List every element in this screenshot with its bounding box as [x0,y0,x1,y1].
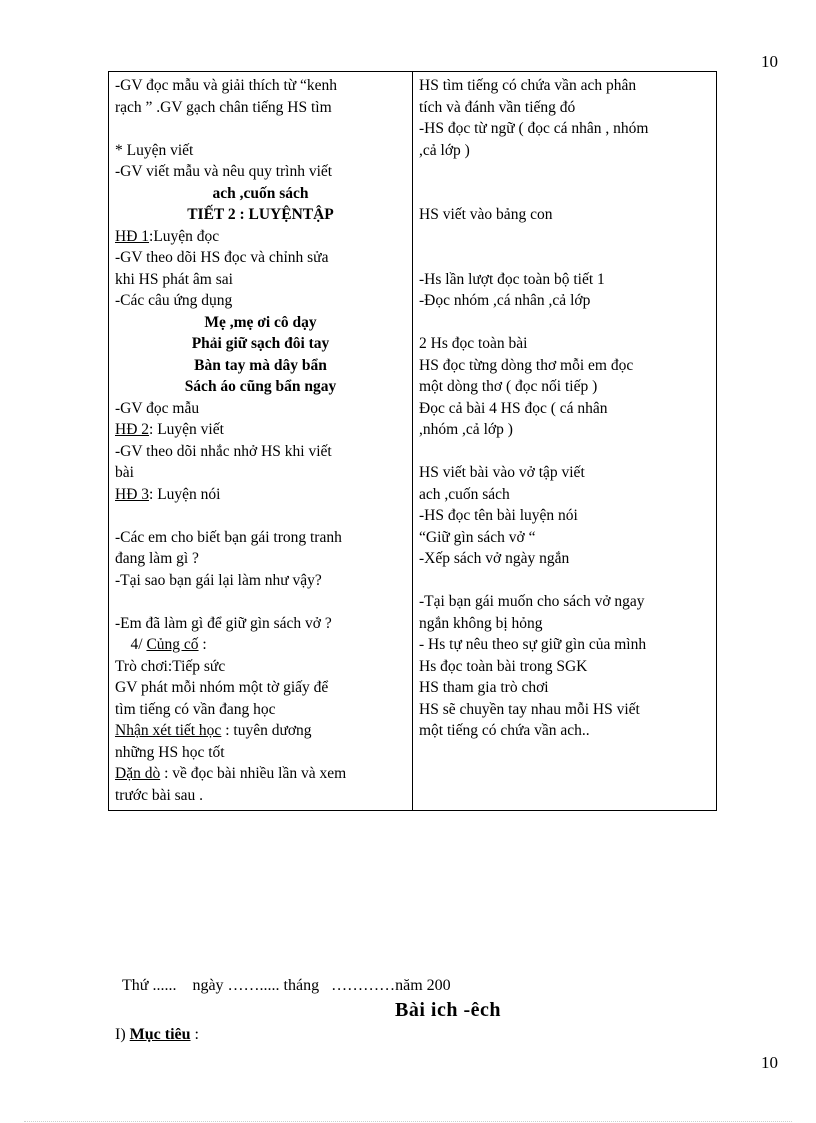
teacher-line: -GV viết mẫu và nêu quy trình viết [115,163,333,180]
teacher-line: -Em đã làm gì để giữ gìn sách vở ? [115,614,332,632]
section-text: : tuyên dương [221,722,312,739]
teacher-activities-cell [109,72,413,811]
student-line: - Hs tự nêu theo sự giữ gìn của mình [419,636,647,653]
student-line [419,226,710,248]
student-line: 2 Hs đọc toàn bài [419,335,528,352]
student-line [419,312,710,334]
teacher-line: -Các em cho biết bạn gái trong tranh [115,528,342,546]
teacher-line [115,763,406,785]
student-line: ,nhóm ,cả lớp ) [419,421,513,438]
student-line [419,247,710,269]
student-line: -Xếp sách vở ngày ngắn [419,550,570,567]
objective-suffix: : [190,1026,199,1043]
student-line: Đọc cả bài 4 HS đọc ( cá nhân [419,399,608,417]
section-label: HĐ 2 [115,421,150,438]
teacher-line: TIẾT 2 : LUYỆNTẬP [187,206,334,223]
teacher-line: ach ,cuốn sách [212,184,309,202]
student-activities-cell [413,72,717,811]
teacher-line: Phải giữ sạch đôi tay [191,335,330,352]
student-line [419,183,710,205]
teacher-line: -Các câu ứng dụng [115,292,233,309]
student-line: HS sẽ chuyền tay nhau mỗi HS viết [419,700,640,718]
student-line: Hs đọc toàn bài trong SGK [419,657,588,675]
student-line: ngắn không bị hỏng [419,614,543,632]
teacher-line: khi HS phát âm sai [115,270,233,288]
page-number-top: 10 [761,52,778,71]
student-line: HS tìm tiếng có chứa vần ach phân [419,77,637,94]
student-line: ach ,cuốn sách [419,485,510,503]
section-text: : về đọc bài nhiều lần và xem [160,765,347,782]
date-line: Thứ ...... ngày ……..... tháng …………năm 200 [122,977,451,994]
student-line: ,cả lớp ) [419,141,470,159]
teacher-line [115,591,406,613]
section-text: : Luyện nói [149,485,221,503]
student-line [419,161,710,183]
teacher-line: Trò chơi:Tiếp sức [115,657,226,675]
table-row [109,72,717,811]
teacher-line: -GV đọc mẫu và giải thích từ “kenh [115,77,338,94]
section-text: : [198,636,207,653]
line-indent: 4/ [115,636,147,653]
teacher-line: -GV đọc mẫu [115,399,200,417]
student-line: HS viết vào bảng con [419,206,553,223]
student-line: -HS đọc tên bài luyện nói [419,507,578,524]
objective-label: Mục tiêu [129,1026,191,1043]
teacher-line: GV phát mỗi nhóm một tờ giấy để [115,679,329,696]
teacher-line [115,484,406,506]
teacher-line: Mẹ ,mẹ ơi cô dạy [204,313,317,331]
student-line: tích và đánh vần tiếng đó [419,98,576,116]
student-line: -Tại bạn gái muốn cho sách vở ngay [419,593,645,610]
page-number-bottom: 10 [761,1053,778,1072]
teacher-line [115,505,406,527]
section-label: Củng cố [146,636,199,653]
student-line: một tiếng có chứa vần ach.. [419,722,590,739]
lesson-title: Bài ich -êch [395,999,501,1021]
teacher-line [115,634,406,656]
teacher-line: Bàn tay mà dây bẩn [194,356,327,374]
section-label: Dặn dò [115,765,161,782]
student-line: một dòng thơ ( đọc nối tiếp ) [419,378,598,395]
section-label: HĐ 1 [115,227,150,245]
section-label: HĐ 3 [115,485,150,503]
student-line: “Giữ gìn sách vở “ [419,528,536,546]
teacher-line: bài [115,464,134,481]
teacher-line [115,118,406,140]
teacher-line: -Tại sao bạn gái lại làm như vậy? [115,571,322,589]
student-line: -HS đọc từ ngữ ( đọc cá nhân , nhóm [419,120,649,137]
page-divider [24,1121,792,1122]
student-line [419,570,710,592]
student-line: HS đọc từng dòng thơ mỗi em đọc [419,356,634,374]
student-line [419,441,710,463]
student-line: HS viết bài vào vở tập viết [419,464,585,481]
section-text: :Luyện đọc [149,227,220,245]
section-label: Nhận xét tiết học [115,722,222,739]
teacher-line [115,720,406,742]
teacher-line: những HS học tốt [115,743,225,761]
student-line: -Đọc nhóm ,cá nhân ,cả lớp [419,292,591,309]
student-line: -Hs lần lượt đọc toàn bộ tiết 1 [419,270,605,288]
student-line: HS tham gia trò chơi [419,679,549,696]
teacher-line: * Luyện viết [115,141,194,159]
objective-heading [115,1026,199,1044]
teacher-line: -GV theo dõi nhắc nhở HS khi viết [115,442,332,460]
teacher-line: tìm tiếng có vần đang học [115,700,276,718]
teacher-line: đang làm gì ? [115,550,199,567]
teacher-line: trước bài sau . [115,786,204,804]
teacher-line: rạch ” .GV gạch chân tiếng HS tìm [115,98,332,116]
objective-prefix: I) [115,1026,130,1043]
teacher-line: Sách áo cũng bẩn ngay [184,378,337,395]
teacher-line: -GV theo dõi HS đọc và chỉnh sửa [115,249,329,266]
section-text: : Luyện viết [149,421,224,438]
lesson-plan-table [108,71,717,811]
teacher-line [115,419,406,441]
teacher-line [115,226,406,248]
